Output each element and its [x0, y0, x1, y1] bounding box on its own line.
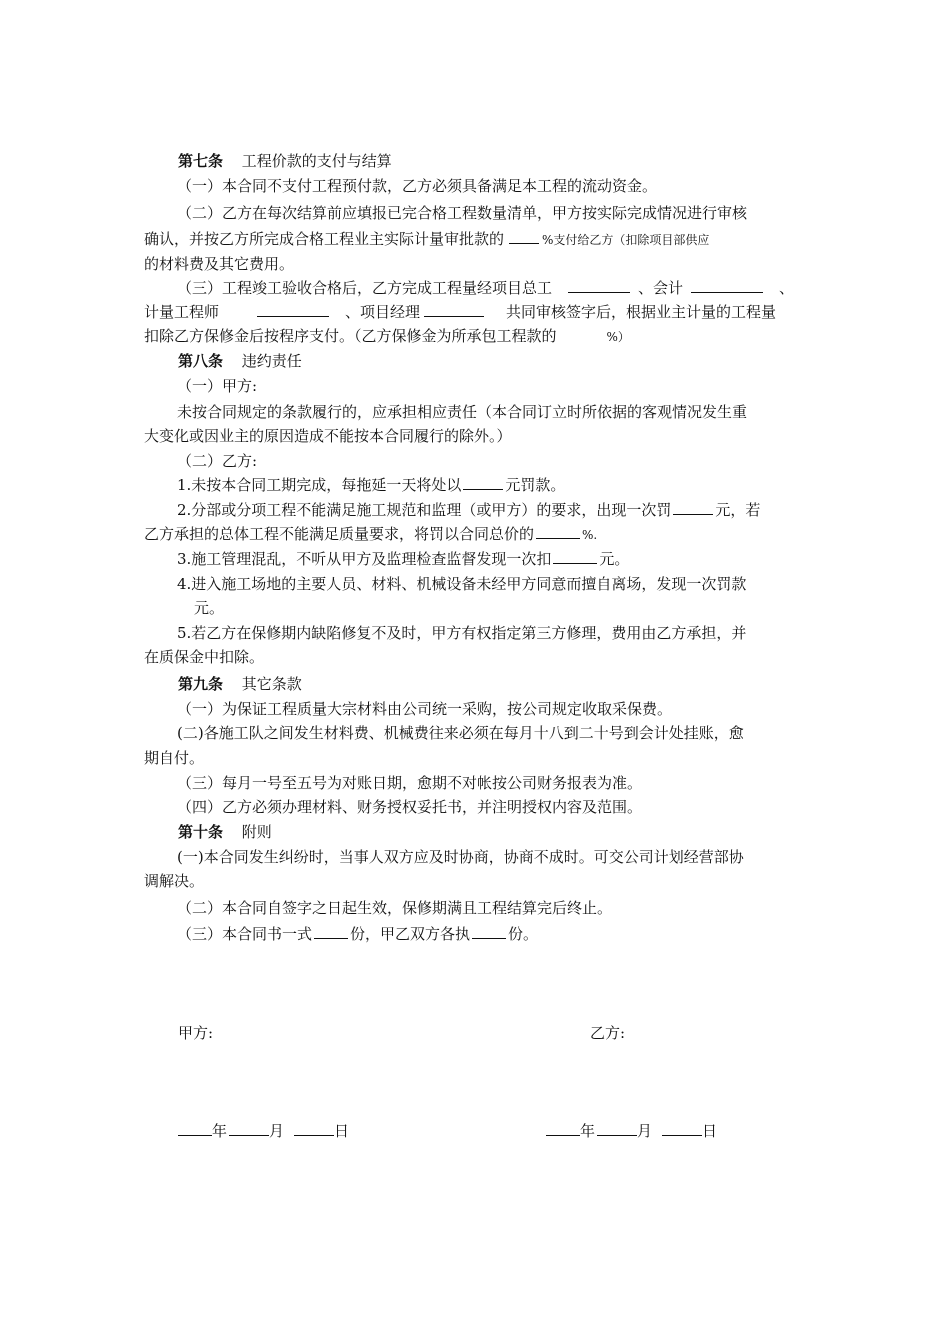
text-segment: 元。 — [599, 550, 630, 568]
text-segment: （三）工程竣工验收合格后，乙方完成工程量经项目总工 — [177, 279, 553, 297]
article-8-party-a-line-2: 大变化或因业主的原因造成不能按本合同履行的除外。） — [144, 427, 512, 445]
article-7-clause-1: （一）本合同不支付工程预付款，乙方必须具备满足本工程的流动资金。 — [177, 177, 658, 195]
text-segment: 乙方承担的总体工程不能满足质量要求，将罚以合同总价的 — [144, 525, 535, 543]
blank-measurement-engineer — [257, 301, 329, 317]
day-label: 日 — [334, 1122, 350, 1140]
text-segment: 3.施工管理混乱，不听从甲方及监理检查监督发现一次扣 — [177, 550, 552, 568]
blank-penalty-percent — [536, 523, 580, 539]
article-8-item-4-line-1: 4.进入施工场地的主要人员、材料、机械设备未经甲方同意而擅自离场，发现一次罚款 — [177, 575, 747, 593]
text-segment: 元，若 — [715, 501, 761, 519]
blank-year — [178, 1120, 212, 1136]
article-9-clause-3: （三）每月一号至五号为对账日期，愈期不对帐按公司财务报表为准。 — [177, 774, 643, 792]
article-8-party-b-label: （二）乙方: — [177, 452, 258, 470]
article-8-item-2-line-1 — [177, 499, 843, 521]
text-segment: 2.分部或分项工程不能满足施工规范和监理（或甲方）的要求，出现一次罚 — [177, 501, 672, 519]
article-10-clause-1-line-1: (一)本合同发生纠纷时，当事人双方应及时协商，协商不成时。可交公司计划经营部协 — [177, 848, 744, 866]
article-8-party-a-label: （一）甲方: — [177, 377, 258, 395]
article-8-heading — [178, 350, 844, 372]
article-title: 其它条款 — [241, 675, 302, 693]
article-7-clause-2-line-1: （二）乙方在每次结算前应填报已完合格工程数量清单，甲方按实际完成情况进行审核 — [177, 204, 748, 222]
blank-month — [597, 1120, 637, 1136]
text-segment: 扣除乙方保修金后按程序支付。（乙方保修金为所承包工程款的 — [144, 327, 557, 345]
article-9-clause-1: （一）为保证工程质量大宗材料由公司统一采购，按公司规定收取采保费。 — [177, 700, 673, 718]
text-segment: 份，甲乙双方各执 — [350, 925, 471, 943]
article-10-clause-3 — [177, 923, 843, 945]
text-segment: 确认，并按乙方所完成合格工程业主实际计量审批款的 — [144, 230, 505, 248]
article-7-clause-3-line-3 — [144, 325, 810, 347]
blank-chief-engineer — [568, 277, 630, 293]
text-segment: 计量工程师 — [144, 303, 220, 321]
year-label: 年 — [212, 1122, 228, 1140]
article-8-item-5-line-2: 在质保金中扣除。 — [144, 648, 265, 666]
text-segment: 共同审核签字后，根据业主计量的工程量 — [506, 303, 777, 321]
party-a-signature-label: 甲方: — [178, 1024, 214, 1042]
article-7-clause-3-line-2 — [144, 301, 810, 323]
article-number: 第九条 — [178, 675, 224, 693]
text-segment: %. — [582, 528, 598, 542]
month-label: 月 — [637, 1122, 653, 1140]
article-8-item-2-line-2 — [144, 523, 810, 545]
article-number: 第七条 — [178, 152, 224, 170]
blank-penalty-per-case — [673, 499, 713, 515]
blank-month — [229, 1120, 269, 1136]
article-7-heading — [178, 150, 844, 172]
article-8-party-a-line-1: 未按合同规定的条款履行的，应承担相应责任（本合同订立时所依据的客观情况发生重 — [177, 403, 748, 421]
article-8-item-4-line-2: 元。 — [194, 599, 225, 617]
blank-day — [294, 1120, 334, 1136]
blank-copies-total — [314, 923, 348, 939]
article-9-clause-4: （四）乙方必须办理材料、财务授权妥托书，并注明授权内容及范围。 — [177, 798, 643, 816]
blank-accountant — [691, 277, 763, 293]
blank-year — [546, 1120, 580, 1136]
text-segment: %） — [606, 330, 630, 344]
article-10-clause-1-line-2: 调解决。 — [144, 872, 205, 890]
article-9-heading — [178, 673, 844, 695]
article-title: 工程价款的支付与结算 — [241, 152, 392, 170]
party-a-date-line — [178, 1120, 349, 1142]
article-title: 违约责任 — [241, 352, 302, 370]
blank-percent — [509, 228, 539, 244]
article-10-heading — [178, 821, 844, 843]
text-segment: 、项目经理 — [345, 303, 421, 321]
article-8-item-3 — [177, 548, 843, 570]
article-8-item-1 — [177, 474, 843, 496]
day-label: 日 — [702, 1122, 718, 1140]
article-number: 第十条 — [178, 823, 224, 841]
text-segment: 、 — [779, 279, 795, 297]
blank-deduction — [553, 548, 597, 564]
article-8-item-5-line-1: 5.若乙方在保修期内缺陷修复不及时，甲方有权指定第三方修理，费用由乙方承担，并 — [177, 624, 747, 642]
text-segment: 元罚款。 — [505, 476, 566, 494]
article-7-clause-3-line-1 — [177, 277, 843, 299]
article-7-clause-2-line-3: 的材料费及其它费用。 — [144, 255, 295, 273]
text-segment: 1.未按本合同工期完成，每拖延一天将处以 — [177, 476, 462, 494]
article-number: 第八条 — [178, 352, 224, 370]
year-label: 年 — [580, 1122, 596, 1140]
blank-day — [662, 1120, 702, 1136]
text-segment: %支付给乙方（扣除项目部供应 — [542, 233, 710, 247]
text-segment: 份。 — [508, 925, 539, 943]
text-segment: 、会计 — [638, 279, 684, 297]
article-10-clause-2: （二）本合同自签字之日起生效，保修期满且工程结算完后终止。 — [177, 899, 613, 917]
article-9-clause-2-line-1: (二)各施工队之间发生材料费、机械费往来必须在每月十八到二十号到会计处挂账，愈 — [177, 724, 744, 742]
party-b-date-line — [546, 1120, 717, 1142]
blank-daily-penalty — [463, 474, 503, 490]
blank-copies-each — [472, 923, 506, 939]
article-7-clause-2-line-2 — [144, 228, 810, 250]
party-b-signature-label: 乙方: — [590, 1024, 626, 1042]
article-title: 附则 — [241, 823, 272, 841]
article-9-clause-2-line-2: 期自付。 — [144, 749, 205, 767]
text-segment: （三）本合同书一式 — [177, 925, 313, 943]
month-label: 月 — [269, 1122, 285, 1140]
blank-project-manager — [424, 301, 484, 317]
